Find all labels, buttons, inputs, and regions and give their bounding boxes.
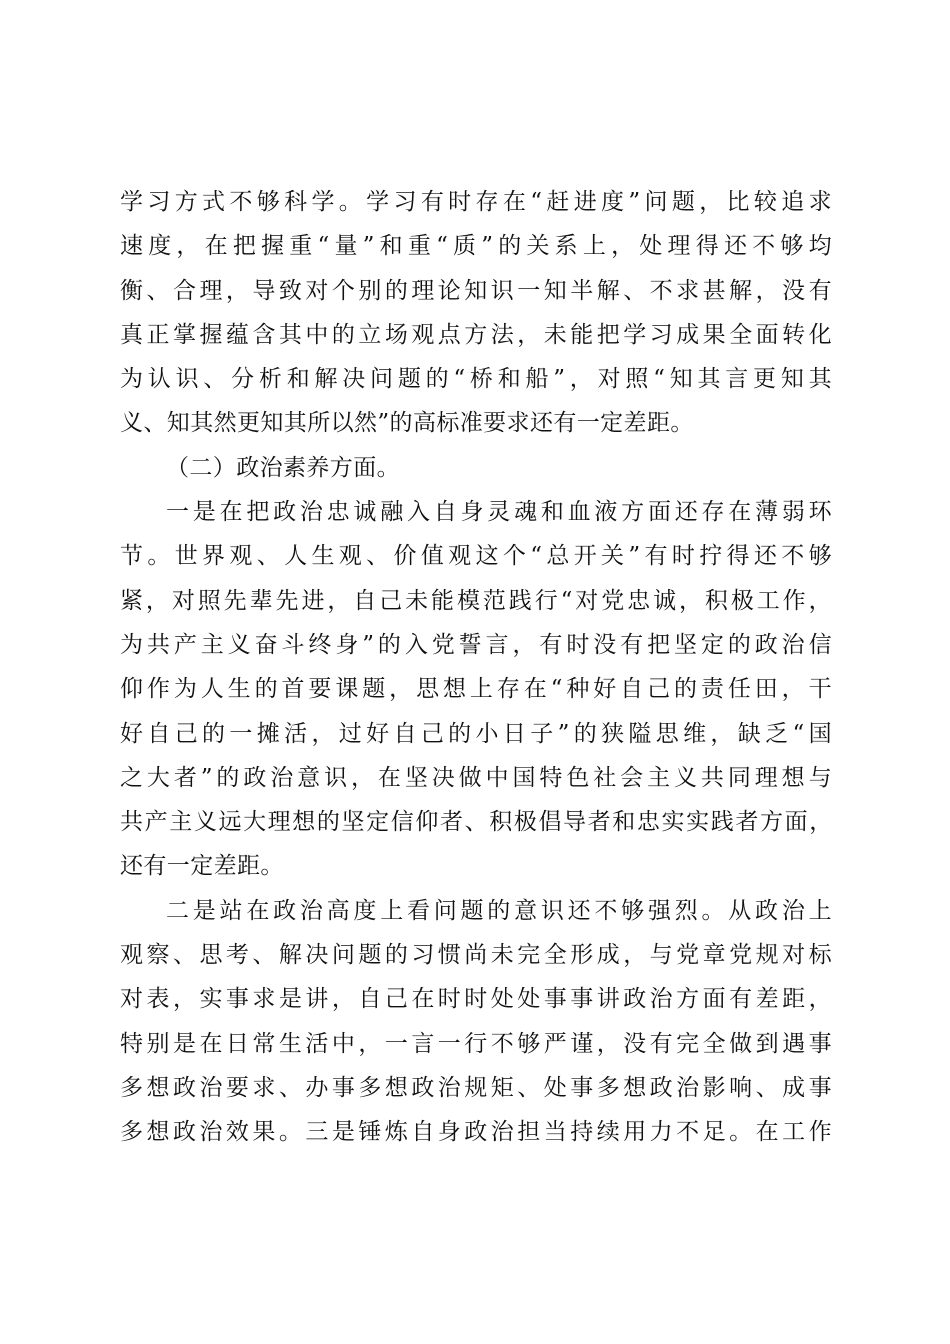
text-line: 观察、思考、解决问题的习惯尚未完全形成，与党章党规对标 (120, 942, 832, 969)
text-line: 多想政治要求、办事多想政治规矩、处事多想政治影响、成事 (120, 1074, 832, 1101)
paragraph-political-awareness (120, 889, 832, 1155)
text-line: 真正掌握蕴含其中的立场观点方法，未能把学习成果全面转化 (120, 321, 832, 348)
text-line: 义、知其然更知其所以然”的高标准要求还有一定差距。 (120, 410, 694, 437)
paragraph-political-loyalty (120, 490, 832, 889)
text-line: 为共产主义奋斗终身”的入党誓言，有时没有把坚定的政治信 (120, 631, 832, 658)
section-heading: （二）政治素养方面。 (166, 454, 400, 481)
text-line: 特别是在日常生活中，一言一行不够严谨，没有完全做到遇事 (120, 1030, 832, 1057)
text-line: 二是站在政治高度上看问题的意识还不够强烈。从政治上 (166, 897, 832, 924)
text-line: 共产主义远大理想的坚定信仰者、积极倡导者和忠实实践者方面， (120, 809, 832, 836)
text-line: 学习方式不够科学。学习有时存在“赶进度”问题，比较追求 (120, 189, 832, 215)
text-line: 速度，在把握重“量”和重“质”的关系上，处理得还不够均 (120, 233, 832, 260)
text-line: 多想政治效果。三是锤炼自身政治担当持续用力不足。在工作 (120, 1119, 832, 1146)
text-line: 一是在把政治忠诚融入自身灵魂和血液方面还存在薄弱环 (166, 499, 832, 526)
body-text (120, 180, 832, 1155)
text-line: 节。世界观、人生观、价值观这个“总开关”有时拧得还不够 (120, 543, 832, 570)
paragraph-study-methods (120, 180, 832, 446)
text-line: 衡、合理，导致对个别的理论知识一知半解、不求甚解，没有 (120, 277, 832, 304)
text-line: 仰作为人生的首要课题，思想上存在“种好自己的责任田，干 (120, 676, 832, 703)
text-line: 对表，实事求是讲，自己在时时处处事事讲政治方面有差距， (120, 986, 832, 1013)
text-line: 为认识、分析和解决问题的“桥和船”，对照“知其言更知其 (120, 366, 832, 393)
text-line: 好自己的一摊活，过好自己的小日子”的狭隘思维，缺乏“国 (120, 720, 832, 747)
text-line: 之大者”的政治意识，在坚决做中国特色社会主义共同理想与 (120, 764, 832, 791)
text-line: 还有一定差距。 (120, 853, 284, 880)
text-line: 紧，对照先辈先进，自己未能模范践行“对党忠诚，积极工作， (120, 587, 832, 614)
